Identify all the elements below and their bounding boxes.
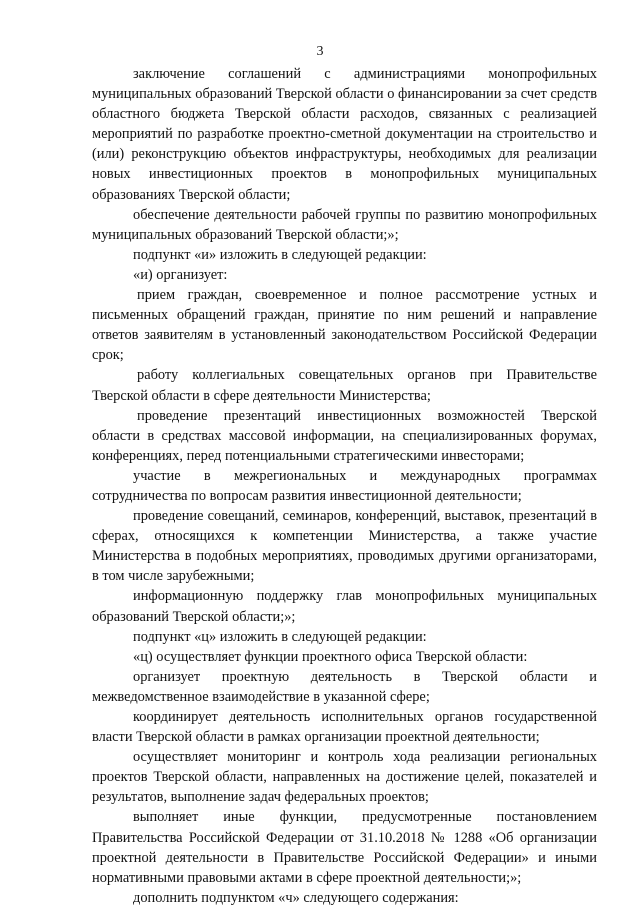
paragraph-collegial-bodies: работу коллегиальных совещательных органов при Правительстве Тверской области в сфере деятельности Министерства; — [92, 367, 597, 404]
paragraph-organizes-project-activity: организует проектную деятельность в Тверской области и межведомственное взаимодействие в указанной сфере; — [92, 668, 597, 705]
paragraph-information-support: информационную поддержку глав монопрофильных муниципальных образований Тверской области;»; — [92, 588, 597, 625]
paragraph-interregional-programs: участие в межрегиональных и международных программах сотрудничества по вопросам развития инвестиционной деятельности; — [92, 467, 597, 504]
paragraph-coordinates-authorities: координирует деятельность исполнительных органов государственной власти Тверской области в рамках организации проектной деятельности; — [92, 709, 597, 746]
paragraph-subpoint-i-heading: подпункт «и» изложить в следующей редакции: — [133, 246, 427, 263]
paragraph-add-subpoint-ch: дополнить подпунктом «ч» следующего содержания: — [133, 889, 459, 906]
paragraph-subpoint-ts-heading: подпункт «ц» изложить в следующей редакции: — [133, 628, 427, 645]
paragraph-citizens-reception: прием граждан, своевременное и полное рассмотрение устных и письменных обращений граждан, принятие по ним решений и направление ответов заявителям в установленный законодательством Российской Федерации срок; — [92, 287, 597, 364]
paragraph-agreements-financing: заключение соглашений с администрациями монопрофильных муниципальных образований Тверской области о финансировании за счет средств областного бюджета Тверской области расходов, связанных с реализацией мероприятий по разработке проектно-сметной документации на строительство и (или) реконструкцию объектов инфраструктуры, необходимых для реализации новых инвестиционных проектов в монопрофильных муниципальных образованиях Тверской области; — [92, 66, 597, 203]
paragraph-i-organizes: «и) организует: — [133, 266, 228, 283]
paragraph-ts-project-office: «ц) осуществляет функции проектного офиса Тверской области: — [133, 648, 528, 665]
paragraph-monitoring-control: осуществляет мониторинг и контроль хода реализации региональных проектов Тверской области, направленных на достижение целей, показателей и результатов, выполнение задач федеральных проектов; — [92, 749, 597, 806]
paragraph-presentations: проведение презентаций инвестиционных возможностей Тверской области в средствах массовой информации, на специализированных форумах, конференциях, перед потенциальными стратегическими инвесторами; — [92, 407, 597, 464]
paragraph-working-group: обеспечение деятельности рабочей группы по развитию монопрофильных муниципальных образований Тверской области;»; — [92, 206, 597, 243]
page-number: 3 — [316, 44, 324, 59]
paragraph-meetings-seminars: проведение совещаний, семинаров, конференций, выставок, презентаций в сферах, относящихся к компетенции Министерства, а также участие Министерства в подобных мероприятиях, проводимых другими организаторами, в том числе зарубежными; — [92, 508, 597, 585]
document-body — [92, 64, 597, 908]
paragraph-other-functions: выполняет иные функции, предусмотренные постановлением Правительства Российской Федерации от 31.10.2018 № 1288 «Об организации проектной деятельности в Правительстве Российской Федерации» и иными нормативными правовыми актами в сфере проектной деятельности;»; — [92, 809, 597, 886]
